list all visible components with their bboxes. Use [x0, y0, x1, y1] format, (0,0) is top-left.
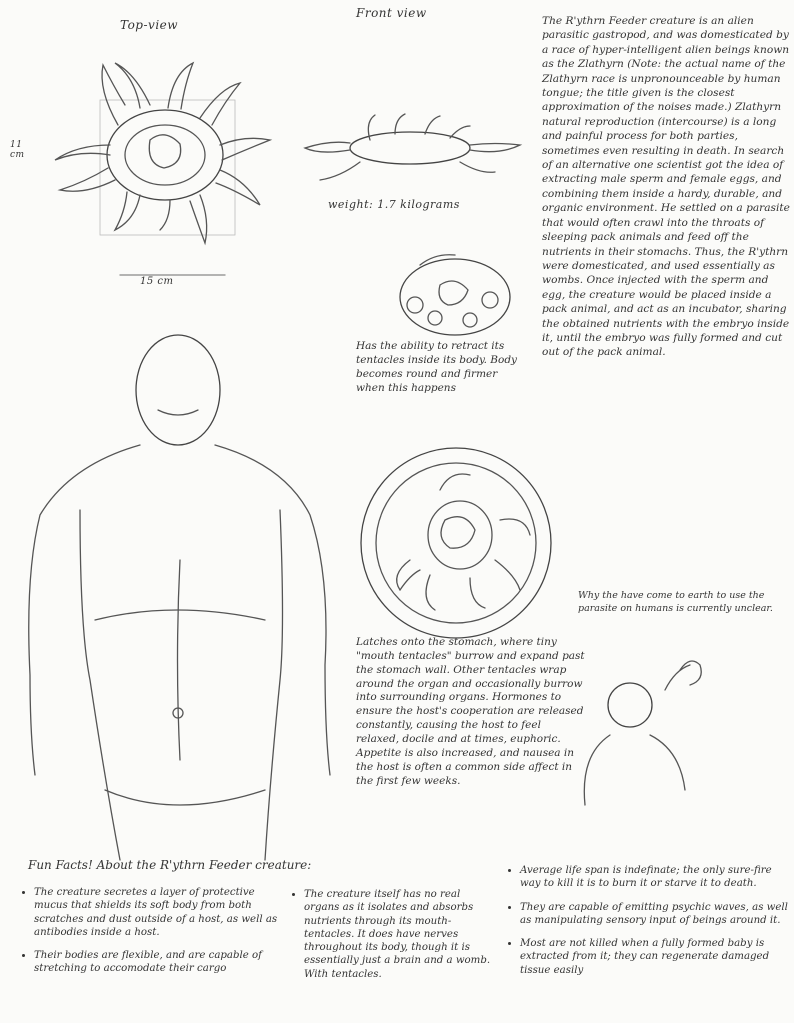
- width-label: 15 cm: [140, 276, 174, 287]
- fact-item: • They are capable of emitting psychic waves, as well as manipulating sensory input of beings around it.: [520, 901, 788, 928]
- top-view-label: Top-view: [120, 18, 179, 32]
- fun-facts-column-3: [508, 864, 788, 987]
- stomach-cross-section: [361, 448, 551, 638]
- fact-item: • The creature itself has no real organs as it isolates and absorbs nutrients through its mouth-tentacles. It does have nerves throughout its body, though it is essentially just a brain and a womb. With tentacles.: [304, 888, 497, 981]
- height-label: 11 cm: [10, 140, 25, 160]
- fact-item: • Their bodies are flexible, and are capable of stretching to accomodate their cargo: [34, 949, 280, 976]
- fact-item: • The creature secretes a layer of protective mucus that shields its soft body from both scratches and dust outside of a host, as well as antibodies inside a host.: [34, 886, 280, 939]
- front-view-label: Front view: [356, 6, 427, 20]
- creature-front-view: [305, 114, 520, 180]
- retract-note: Has the ability to retract its tentacles inside its body. Body becomes round and firmer when this happens: [356, 340, 517, 394]
- creature-top-view: [55, 63, 270, 275]
- fun-facts-column-1: [22, 886, 280, 986]
- creature-description: The R'ythrn Feeder creature is an alien parasitic gastropod, and was domesticated by a race of hyper-intelligent alien beings known as the Zlathyrn (Note: the actual name of the Zlathyrn race is unpronounceable by human tongue; the title given is the closest approximation of the noises made.) Zlathyrn natural reproduction (intercourse) is a long and painful process for both parties, sometimes even resulting in death. In search of an alternative one scientist got the idea of extracting male sperm and female eggs, and combining them inside a hardy, durable, and organic environment. He settled on a parasite that would often crawl into the throats of sleeping pack animals and feed off the nutrients in their stomachs. Thus, the R'ythrn were domesticated, and used essentially as wombs. Once injected with the sperm and egg, the creature would be placed inside a pack animal, and act as an incubator, sharing the obtained nutrients with the embryo inside it, until the embryo was fully formed and cut out of the pack animal.: [542, 15, 790, 359]
- weight-label: weight: 1.7 kilograms: [328, 198, 460, 211]
- fact-item: • Most are not killed when a fully formed baby is extracted from it; they can regenerate damaged tissue easily: [520, 937, 788, 977]
- description-footnote: Why the have come to earth to use the parasite on humans is currently unclear.: [578, 590, 773, 614]
- latch-note: Latches onto the stomach, where tiny "mouth tentacles" burrow and expand past the stomach wall. Other tentacles wrap around the organ and occasionally burrow into surrounding organs. Hormones to ensure the host's cooperation are released constantly, causing the host to feel relaxed, docile and at times, euphoric. Appetite is also increased, and nausea in the host is often a common side affect in the first few weeks.: [356, 636, 585, 787]
- fun-facts-title: Fun Facts! About the R'ythrn Feeder creature:: [28, 858, 312, 872]
- human-host-figure: [29, 335, 330, 860]
- fun-facts-column-2: [292, 888, 497, 991]
- creature-retracted: [400, 255, 510, 335]
- fact-item: • Average life span is indefinate; the only sure-fire way to kill it is to burn it or starve it to death.: [520, 864, 788, 891]
- small-character-sketch: [584, 661, 701, 805]
